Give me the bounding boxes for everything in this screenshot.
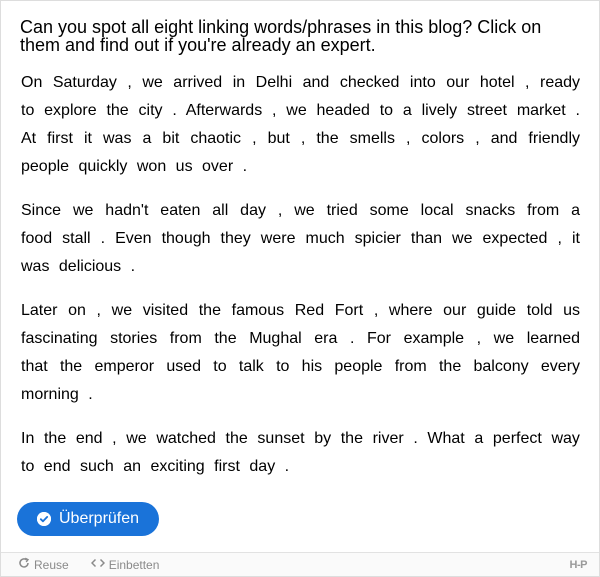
blog-word[interactable]: local: [420, 202, 454, 219]
blog-word[interactable]: the: [316, 130, 339, 147]
blog-word[interactable]: Since: [21, 202, 62, 219]
blog-word[interactable]: the: [106, 102, 129, 119]
embed-link[interactable]: [91, 557, 160, 572]
blog-word[interactable]: watched: [156, 430, 216, 447]
blog-word[interactable]: Mughal: [249, 330, 302, 347]
reuse-icon: [18, 557, 30, 572]
reuse-link[interactable]: [18, 557, 69, 572]
blog-word[interactable]: and: [490, 130, 518, 147]
blog-paragraph-3[interactable]: [21, 297, 580, 409]
blog-word[interactable]: ,: [272, 102, 277, 119]
blog-word[interactable]: we: [294, 202, 315, 219]
blog-word[interactable]: expected: [482, 230, 548, 247]
blog-word[interactable]: first: [214, 458, 240, 475]
blog-word[interactable]: to: [379, 102, 394, 119]
blog-word[interactable]: ,: [112, 430, 117, 447]
blog-word[interactable]: era: [314, 330, 338, 347]
blog-word[interactable]: first: [47, 130, 73, 147]
blog-word[interactable]: and: [302, 74, 330, 91]
blog-word[interactable]: street: [466, 102, 507, 119]
blog-word[interactable]: morning: [21, 386, 79, 403]
blog-word[interactable]: river: [372, 430, 404, 447]
blog-word[interactable]: over: [202, 158, 234, 175]
blog-word[interactable]: our: [443, 302, 467, 319]
blog-word[interactable]: the: [198, 302, 221, 319]
blog-word[interactable]: .: [100, 230, 106, 247]
blog-paragraph-1[interactable]: [21, 69, 580, 181]
blog-word[interactable]: was: [21, 258, 50, 275]
blog-word[interactable]: food: [21, 230, 53, 247]
blog-word[interactable]: talk: [238, 358, 264, 375]
blog-word[interactable]: a: [474, 430, 484, 447]
blog-word[interactable]: to: [213, 358, 227, 375]
blog-word[interactable]: we: [452, 230, 473, 247]
blog-word[interactable]: quickly: [78, 158, 128, 175]
blog-word[interactable]: than: [410, 230, 443, 247]
blog-word[interactable]: a: [571, 202, 580, 219]
blog-word[interactable]: some: [369, 202, 409, 219]
blog-word[interactable]: much: [305, 230, 345, 247]
blog-word[interactable]: to: [276, 358, 290, 375]
blog-word[interactable]: we: [493, 330, 515, 347]
check-button-label: Überprüfen: [59, 510, 140, 527]
h5p-logo[interactable]: H-P: [569, 558, 587, 571]
blog-word[interactable]: hadn't: [105, 202, 149, 219]
blog-word[interactable]: by: [314, 430, 332, 447]
blog-word[interactable]: they: [220, 230, 251, 247]
blog-word[interactable]: though: [161, 230, 211, 247]
blog-word[interactable]: emperor: [94, 358, 155, 375]
blog-word[interactable]: friendly: [528, 130, 580, 147]
blog-word[interactable]: every: [540, 358, 581, 375]
embed-icon: [91, 557, 105, 572]
blog-word[interactable]: exciting: [150, 458, 205, 475]
blog-word[interactable]: Afterwards: [185, 102, 263, 119]
blog-word[interactable]: .: [172, 102, 177, 119]
blog-word[interactable]: ,: [525, 74, 530, 91]
blog-word[interactable]: it: [571, 230, 580, 247]
blog-word[interactable]: checked: [339, 74, 400, 91]
reuse-label: Reuse: [34, 557, 69, 572]
blog-paragraph-2[interactable]: [21, 197, 580, 281]
blog-word[interactable]: stories: [110, 330, 158, 347]
blog-word[interactable]: an: [123, 458, 141, 475]
blog-word[interactable]: we: [72, 202, 94, 219]
blog-word[interactable]: that: [21, 358, 48, 375]
blog-word[interactable]: ,: [277, 202, 283, 219]
blog-word[interactable]: end: [43, 458, 71, 475]
blog-word[interactable]: ,: [476, 330, 482, 347]
blog-word[interactable]: headed: [316, 102, 370, 119]
blog-word[interactable]: we: [142, 74, 163, 91]
blog-word[interactable]: day: [249, 458, 276, 475]
blog-word[interactable]: ,: [557, 230, 562, 247]
blog-word[interactable]: were: [260, 230, 296, 247]
blog-word[interactable]: balcony: [473, 358, 529, 375]
blog-word[interactable]: stall: [62, 230, 91, 247]
blog-word[interactable]: fascinating: [21, 330, 98, 347]
blog-word[interactable]: tried: [326, 202, 358, 219]
blog-word[interactable]: told: [526, 302, 553, 319]
blog-word[interactable]: the: [340, 430, 363, 447]
blog-word[interactable]: For: [366, 330, 391, 347]
blog-word[interactable]: the: [43, 430, 67, 447]
blog-word[interactable]: all: [212, 202, 229, 219]
blog-word[interactable]: was: [103, 130, 132, 147]
blog-word[interactable]: sunset: [257, 430, 305, 447]
blog-word[interactable]: we: [111, 302, 133, 319]
blog-paragraph-4[interactable]: [21, 425, 580, 481]
blog-word[interactable]: perfect: [492, 430, 542, 447]
blog-word[interactable]: Red: [294, 302, 325, 319]
blog-word[interactable]: learned: [526, 330, 581, 347]
blog-word[interactable]: eaten: [160, 202, 201, 219]
blog-word[interactable]: it: [83, 130, 92, 147]
blog-word[interactable]: market: [516, 102, 566, 119]
blog-word[interactable]: from: [394, 358, 427, 375]
blog-word[interactable]: ,: [96, 302, 101, 319]
blog-word[interactable]: hotel: [479, 74, 515, 91]
blog-word[interactable]: way: [551, 430, 580, 447]
blog-word[interactable]: to: [21, 458, 35, 475]
blog-word[interactable]: .: [88, 386, 93, 403]
blog-word[interactable]: .: [413, 430, 418, 447]
blog-word[interactable]: On: [21, 74, 43, 91]
blog-word[interactable]: where: [388, 302, 433, 319]
blog-word[interactable]: ,: [373, 302, 379, 319]
blog-word[interactable]: .: [284, 458, 290, 475]
blog-word[interactable]: ,: [475, 130, 480, 147]
blog-word[interactable]: his: [301, 358, 323, 375]
blog-word[interactable]: ready: [540, 74, 581, 91]
blog-word[interactable]: us: [175, 158, 193, 175]
blog-word[interactable]: Saturday: [52, 74, 117, 91]
blog-word[interactable]: Later: [21, 302, 58, 319]
blog-word[interactable]: people: [334, 358, 383, 375]
embed-label: Einbetten: [108, 557, 160, 572]
blog-word[interactable]: a: [402, 102, 412, 119]
task-content: [1, 1, 599, 553]
blog-word[interactable]: the: [214, 330, 237, 347]
blog-word[interactable]: delicious: [58, 258, 122, 275]
blog-word[interactable]: city: [138, 102, 163, 119]
blog-word[interactable]: ,: [406, 130, 411, 147]
blog-word[interactable]: In: [21, 430, 35, 447]
blog-word[interactable]: into: [409, 74, 436, 91]
blog-word[interactable]: people: [21, 158, 70, 175]
blog-word[interactable]: bit: [162, 130, 180, 147]
blog-word[interactable]: .: [242, 158, 248, 175]
blog-word[interactable]: us: [563, 302, 581, 319]
blog-word[interactable]: won: [136, 158, 167, 175]
blog-word[interactable]: arrived: [173, 74, 223, 91]
task-question: Can you spot all eight linking words/phrases in this blog? Click on them and find out if you're already an expert.: [20, 17, 542, 55]
check-circle-icon: [37, 512, 51, 526]
blog-word[interactable]: we: [126, 430, 147, 447]
blog-word[interactable]: example: [403, 330, 465, 347]
blog-word[interactable]: spicier: [354, 230, 401, 247]
blog-word[interactable]: in: [232, 74, 246, 91]
check-button[interactable]: [17, 502, 159, 536]
blog-word[interactable]: .: [130, 258, 136, 275]
blog-word[interactable]: the: [225, 430, 248, 447]
blog-word[interactable]: famous: [231, 302, 285, 319]
blog-word[interactable]: snacks: [465, 202, 516, 219]
blog-word[interactable]: Delhi: [255, 74, 293, 91]
blog-word[interactable]: used: [166, 358, 202, 375]
blog-word[interactable]: colors: [421, 130, 465, 147]
blog-word[interactable]: such: [79, 458, 114, 475]
blog-word[interactable]: day: [240, 202, 266, 219]
blog-word[interactable]: our: [446, 74, 470, 91]
blog-word[interactable]: explore: [44, 102, 97, 119]
blog-word[interactable]: from: [527, 202, 560, 219]
blog-word[interactable]: we: [286, 102, 307, 119]
blog-word[interactable]: a: [142, 130, 152, 147]
blog-word[interactable]: on: [68, 302, 86, 319]
blog-word[interactable]: Even: [115, 230, 152, 247]
blog-word[interactable]: ,: [252, 130, 257, 147]
blog-word[interactable]: the: [438, 358, 462, 375]
blog-word[interactable]: but: [267, 130, 290, 147]
blog-word[interactable]: smells: [349, 130, 395, 147]
blog-word[interactable]: to: [21, 102, 35, 119]
blog-word[interactable]: .: [349, 330, 355, 347]
blog-word[interactable]: lively: [421, 102, 458, 119]
blog-word[interactable]: chaotic: [190, 130, 242, 147]
blog-word[interactable]: the: [59, 358, 83, 375]
blog-word[interactable]: from: [169, 330, 202, 347]
blog-word[interactable]: At: [21, 130, 37, 147]
blog-word[interactable]: What: [427, 430, 465, 447]
blog-word[interactable]: end: [75, 430, 103, 447]
blog-word[interactable]: visited: [142, 302, 189, 319]
blog-word[interactable]: guide: [476, 302, 517, 319]
blog-word[interactable]: Fort: [334, 302, 364, 319]
footer-bar: [1, 552, 599, 576]
blog-word[interactable]: .: [575, 102, 580, 119]
blog-word[interactable]: ,: [300, 130, 306, 147]
blog-word[interactable]: ,: [127, 74, 132, 91]
